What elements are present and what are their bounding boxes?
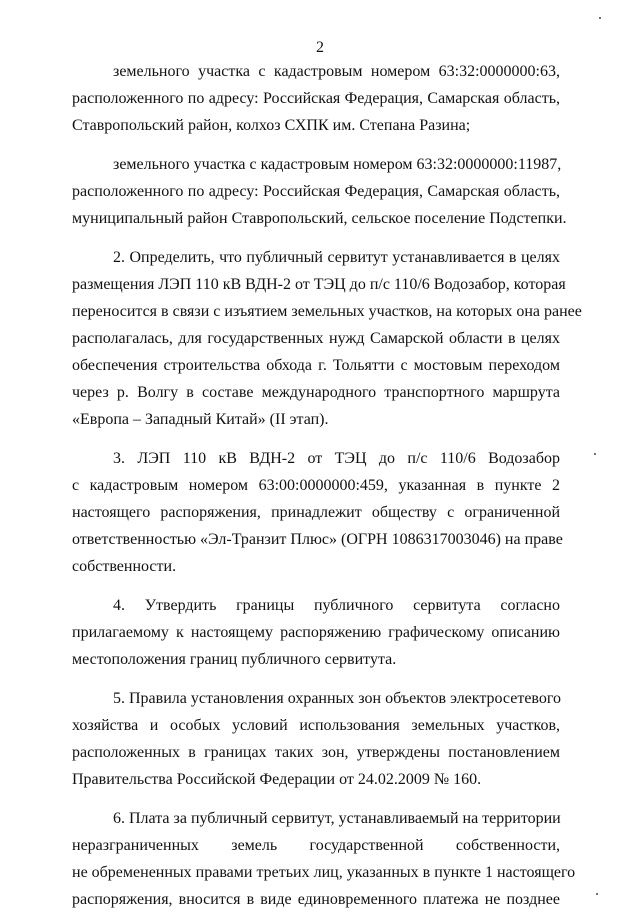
scan-speck — [599, 17, 601, 19]
text-line: расположенного по адресу: Российская Федерация, Самарская область, — [72, 90, 560, 107]
text-line: ответственностью «Эл-Транзит Плюс» (ОГРН 1086317003046) на праве — [72, 531, 563, 548]
text-line: земельного участка с кадастровым номером 63:32:0000000:63, — [113, 63, 560, 80]
text-line: 5. Правила установления охранных зон объектов электросетевого — [113, 690, 562, 707]
text-line: земельного участка с кадастровым номером 63:32:0000000:11987, — [113, 156, 562, 173]
text-line: собственности. — [72, 558, 177, 575]
scan-speck — [594, 453, 596, 455]
text-line: с кадастровым номером 63:00:0000000:459, указанная в пункте 2 — [72, 477, 560, 494]
text-line: Ставропольский район, колхоз СХПК им. Степана Разина; — [72, 117, 471, 134]
text-line: расположенных в границах таких зон, утверждены постановлением — [72, 744, 560, 761]
text-line: прилагаемому к настоящему распоряжению графическому описанию — [72, 624, 560, 641]
text-line: переносится в связи с изъятием земельных участков, на которых она ранее — [72, 303, 582, 320]
paragraph — [72, 445, 563, 580]
text-line: расположенного по адресу: Российская Федерация, Самарская область, — [72, 183, 560, 200]
text-line: муниципальный район Ставропольский, сельское поселение Подстепки. — [72, 210, 567, 227]
paragraph-gap — [72, 673, 560, 685]
text-line: 6. Плата за публичный сервитут, устанавливаемый на территории — [113, 810, 561, 827]
paragraph-gap — [72, 580, 560, 592]
scan-speck — [596, 893, 598, 895]
text-line: неразграниченных земель государственной собственности, — [72, 837, 560, 854]
text-line: через р. Волгу в составе международного транспортного маршрута — [72, 384, 560, 401]
text-line: Правительства Российской Федерации от 24.02.2009 № 160. — [72, 771, 482, 788]
paragraph — [72, 805, 576, 913]
paragraph-gap — [72, 793, 560, 805]
text-line: 4. Утвердить границы публичного сервитута согласно — [113, 597, 560, 614]
text-line: 2. Определить, что публичный сервитут устанавливается в целях — [113, 249, 560, 266]
page-number: 2 — [316, 39, 324, 56]
text-line: не обремененных правами третьих лиц, указанных в пункте 1 настоящего — [72, 864, 576, 881]
text-line: «Европа – Западный Китай» (II этап). — [72, 411, 329, 428]
paragraph-gap — [72, 433, 560, 445]
text-line: местоположения границ публичного сервитута. — [72, 651, 397, 668]
text-line: 3. ЛЭП 110 кВ ВДН-2 от ТЭЦ до п/с 110/6 Водозабор — [113, 450, 560, 467]
document-body — [72, 58, 582, 913]
text-line: размещения ЛЭП 110 кВ ВДН-2 от ТЭЦ до п/с 110/6 Водозабор, которая — [72, 276, 566, 293]
paragraph — [72, 244, 582, 433]
paragraph — [72, 685, 560, 793]
paragraph — [72, 592, 560, 673]
paragraph-gap — [72, 139, 560, 151]
paragraph — [72, 58, 560, 139]
text-line: настоящего распоряжения, принадлежит обществу с ограниченной — [72, 504, 560, 521]
paragraph-gap — [72, 232, 560, 244]
text-line: хозяйства и особых условий использования земельных участков, — [72, 717, 560, 734]
paragraph — [72, 151, 567, 232]
text-line: располагалась, для государственных нужд Самарской области в целях — [72, 330, 560, 347]
text-line: обеспечения строительства обхода г. Тольятти с мостовым переходом — [72, 357, 560, 374]
text-line: распоряжения, вносится в виде единовременного платежа не позднее — [72, 891, 560, 908]
